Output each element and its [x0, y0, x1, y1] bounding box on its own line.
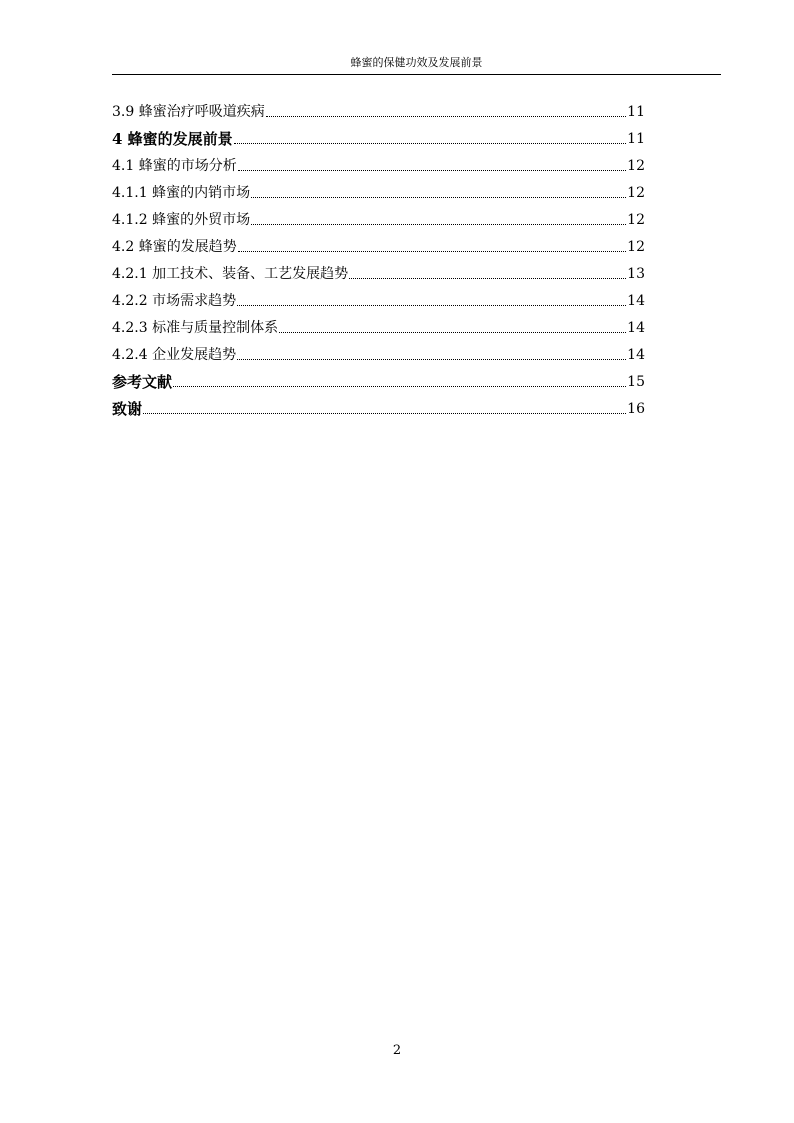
toc-entry-title: 4.1.1 蜂蜜的内销市场	[112, 185, 251, 201]
toc-entry[interactable]	[112, 123, 645, 150]
toc-entry-title: 4.2.4 企业发展趋势	[112, 347, 237, 363]
toc-dot-leader	[237, 304, 626, 306]
toc-entry-title: 3.9 蜂蜜治疗呼吸道疾病	[112, 104, 265, 120]
toc-entry-page: 12	[627, 239, 645, 255]
toc-entry-page: 12	[627, 212, 645, 228]
toc-entry[interactable]	[112, 96, 645, 123]
toc-entry-page: 13	[627, 266, 645, 282]
toc-dot-leader	[238, 250, 626, 252]
toc-entry-title: 致谢	[112, 400, 143, 418]
toc-entry[interactable]	[112, 231, 645, 258]
toc-dot-leader	[251, 196, 626, 198]
table-of-contents	[112, 96, 645, 420]
toc-dot-leader	[238, 169, 626, 171]
toc-dot-leader	[234, 142, 627, 144]
toc-dot-leader	[143, 412, 626, 414]
toc-entry[interactable]	[112, 339, 645, 366]
toc-entry-page: 14	[627, 320, 645, 336]
toc-entry-title: 4.2.3 标准与质量控制体系	[112, 320, 279, 336]
toc-entry-page: 11	[627, 131, 645, 147]
toc-entry-title: 4 蜂蜜的发展前景	[112, 130, 233, 148]
toc-entry[interactable]	[112, 285, 645, 312]
toc-entry[interactable]	[112, 204, 645, 231]
toc-dot-leader	[279, 331, 626, 333]
toc-entry-title: 4.1.2 蜂蜜的外贸市场	[112, 212, 251, 228]
toc-entry-title: 4.1 蜂蜜的市场分析	[112, 158, 237, 174]
toc-entry[interactable]	[112, 366, 645, 393]
toc-entry[interactable]	[112, 312, 645, 339]
toc-dot-leader	[251, 223, 626, 225]
toc-entry-page: 12	[627, 158, 645, 174]
toc-entry-page: 14	[627, 347, 645, 363]
toc-dot-leader	[173, 385, 626, 387]
toc-entry-page: 16	[627, 401, 645, 417]
toc-entry-page: 15	[627, 374, 645, 390]
toc-entry[interactable]	[112, 177, 645, 204]
toc-entry[interactable]	[112, 150, 645, 177]
toc-entry-page: 11	[627, 104, 645, 120]
running-header: 蜂蜜的保健功效及发展前景	[112, 56, 721, 75]
toc-entry-title: 4.2.1 加工技术、装备、工艺发展趋势	[112, 266, 349, 282]
page-number: 2	[392, 1043, 402, 1058]
toc-dot-leader	[266, 115, 626, 117]
toc-entry-title: 4.2.2 市场需求趋势	[112, 293, 237, 309]
toc-dot-leader	[349, 277, 626, 279]
toc-entry[interactable]	[112, 258, 645, 285]
toc-entry-page: 12	[627, 185, 645, 201]
toc-entry-page: 14	[627, 293, 645, 309]
toc-entry-title: 参考文献	[112, 373, 173, 391]
toc-entry[interactable]	[112, 393, 645, 420]
toc-dot-leader	[237, 358, 626, 360]
toc-entry-title: 4.2 蜂蜜的发展趋势	[112, 239, 237, 255]
